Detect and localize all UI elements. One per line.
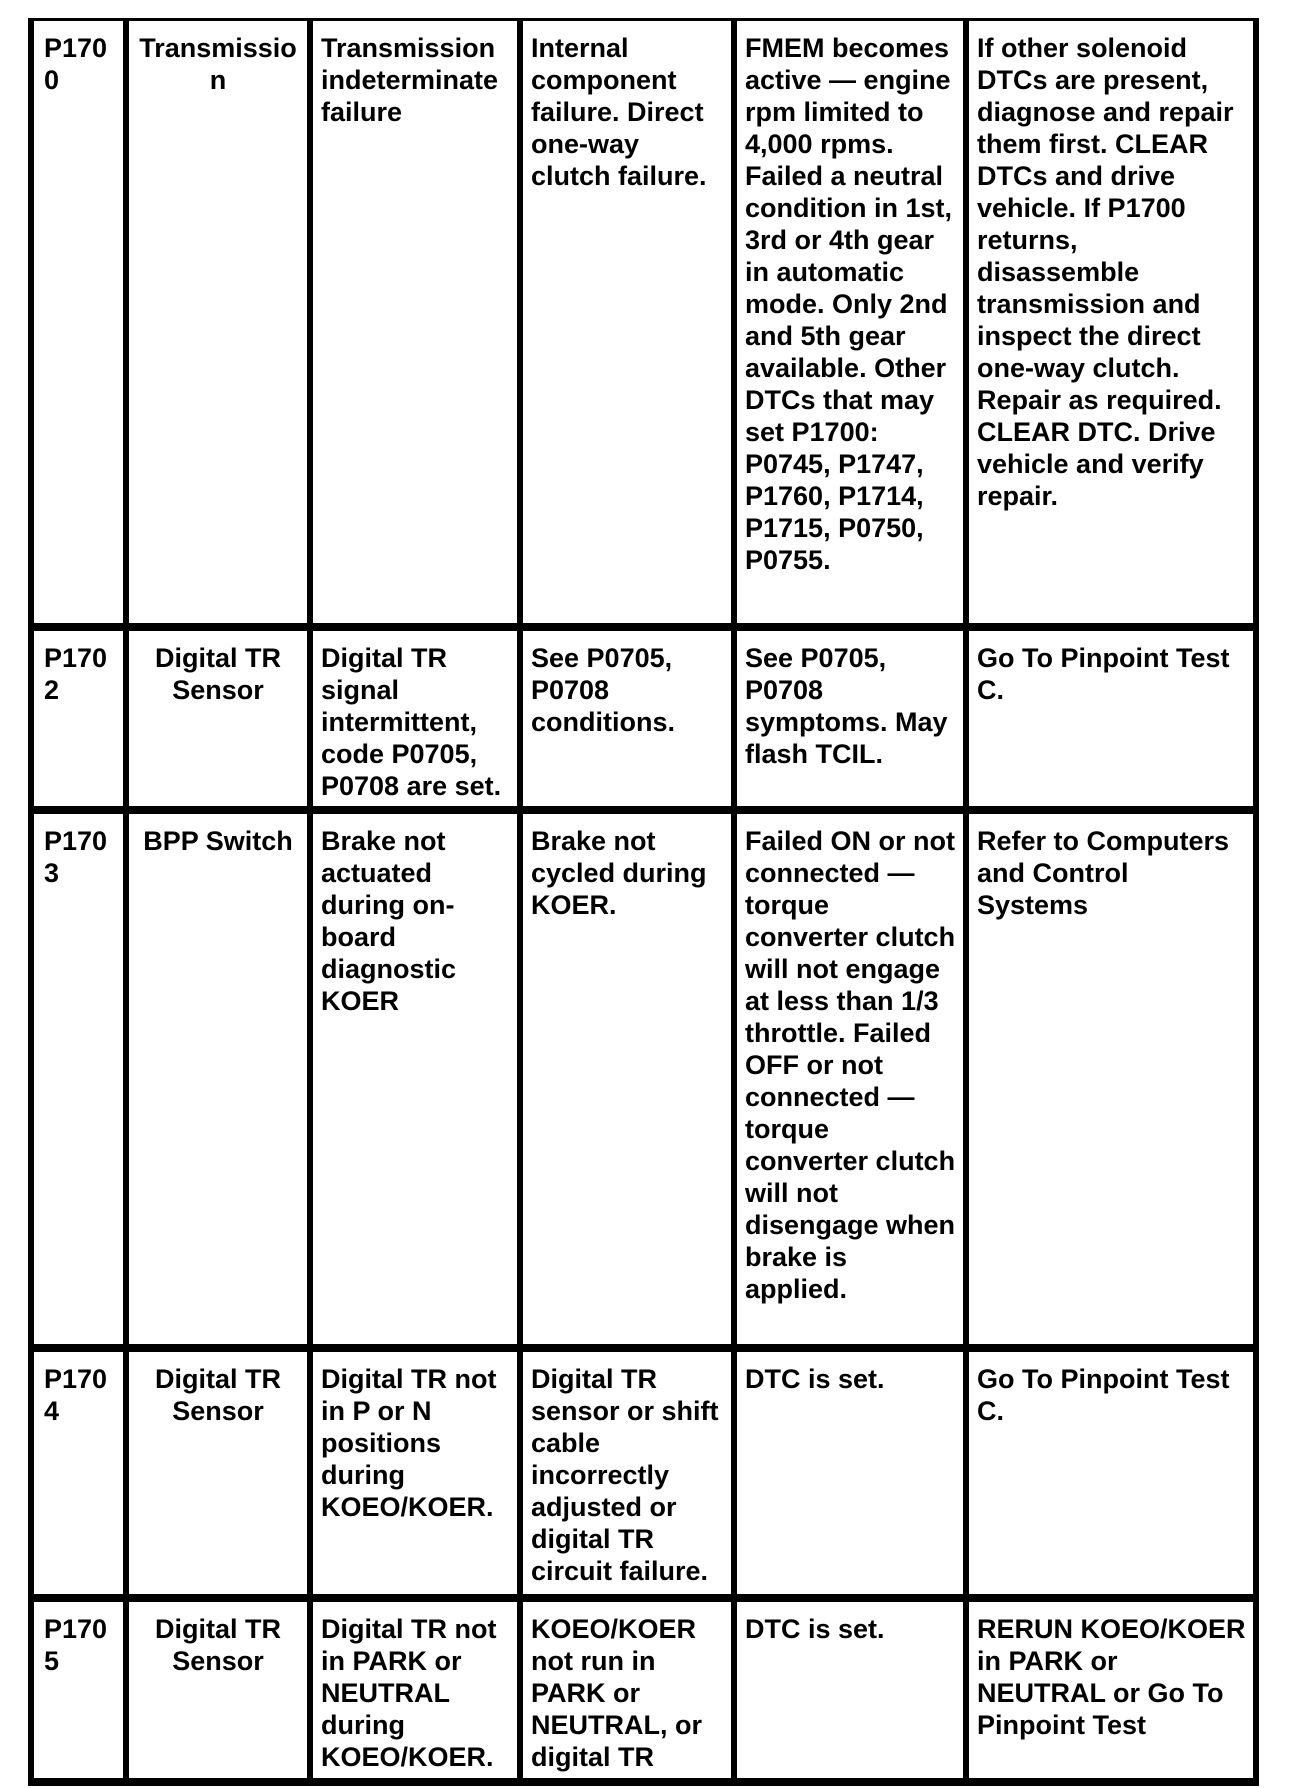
condition-cell: KOEO/KOER not run in PARK or NEUTRAL, or digital TR — [523, 1602, 737, 1786]
description-cell: Digital TR not in P or N positions during KOEO/KOER. — [313, 1352, 523, 1602]
symptom-cell: Failed ON or not connected — torque converter clutch will not engage at less than 1/3 throttle. Failed OFF or not connected — torque converter clutch will not disengage when brake is applied. — [737, 814, 969, 1352]
system-cell: BPP Switch — [129, 814, 313, 1352]
system-cell: Digital TR Sensor — [129, 1352, 313, 1602]
description-cell: Brake not actuated during on-board diagnostic KOER — [313, 814, 523, 1352]
condition-cell: See P0705, P0708 conditions. — [523, 631, 737, 814]
action-cell: If other solenoid DTCs are present, diagnose and repair them first. CLEAR DTCs and drive vehicle. If P1700 returns, disassemble transmission and inspect the direct one-way clutch. Repair as required. CLEAR DTC. Drive vehicle and verify repair. — [969, 21, 1259, 631]
dtc-table — [28, 18, 1259, 1786]
table-row — [31, 21, 1259, 631]
dtc-code-cell: P1703 — [31, 814, 129, 1352]
table-row — [31, 814, 1259, 1352]
dtc-code-cell: P1704 — [31, 1352, 129, 1602]
table-row — [31, 1352, 1259, 1602]
condition-cell: Brake not cycled during KOER. — [523, 814, 737, 1352]
system-cell: Transmission — [129, 21, 313, 631]
condition-cell: Digital TR sensor or shift cable incorrectly adjusted or digital TR circuit failure. — [523, 1352, 737, 1602]
action-cell: Go To Pinpoint Test C. — [969, 631, 1259, 814]
description-cell: Digital TR signal intermittent, code P0705, P0708 are set. — [313, 631, 523, 814]
action-cell: Refer to Computers and Control Systems — [969, 814, 1259, 1352]
condition-cell: Internal component failure. Direct one-way clutch failure. — [523, 21, 737, 631]
symptom-cell: DTC is set. — [737, 1352, 969, 1602]
symptom-cell: FMEM becomes active — engine rpm limited to 4,000 rpms. Failed a neutral condition in 1st, 3rd or 4th gear in automatic mode. Only 2nd and 5th gear available. Other DTCs that may set P1700: P0745, P1747, P1760, P1714, P1715, P0750, P0755. — [737, 21, 969, 631]
table-row — [31, 631, 1259, 814]
dtc-code-cell: P1705 — [31, 1602, 129, 1786]
system-cell: Digital TR Sensor — [129, 1602, 313, 1786]
table-row — [31, 1602, 1259, 1786]
system-cell: Digital TR Sensor — [129, 631, 313, 814]
description-cell: Transmission indeterminate failure — [313, 21, 523, 631]
description-cell: Digital TR not in PARK or NEUTRAL during KOEO/KOER. — [313, 1602, 523, 1786]
symptom-cell: DTC is set. — [737, 1602, 969, 1786]
dtc-code-cell: P1702 — [31, 631, 129, 814]
action-cell: Go To Pinpoint Test C. — [969, 1352, 1259, 1602]
symptom-cell: See P0705, P0708 symptoms. May flash TCIL. — [737, 631, 969, 814]
dtc-code-cell: P1700 — [31, 21, 129, 631]
action-cell: RERUN KOEO/KOER in PARK or NEUTRAL or Go To Pinpoint Test — [969, 1602, 1259, 1786]
